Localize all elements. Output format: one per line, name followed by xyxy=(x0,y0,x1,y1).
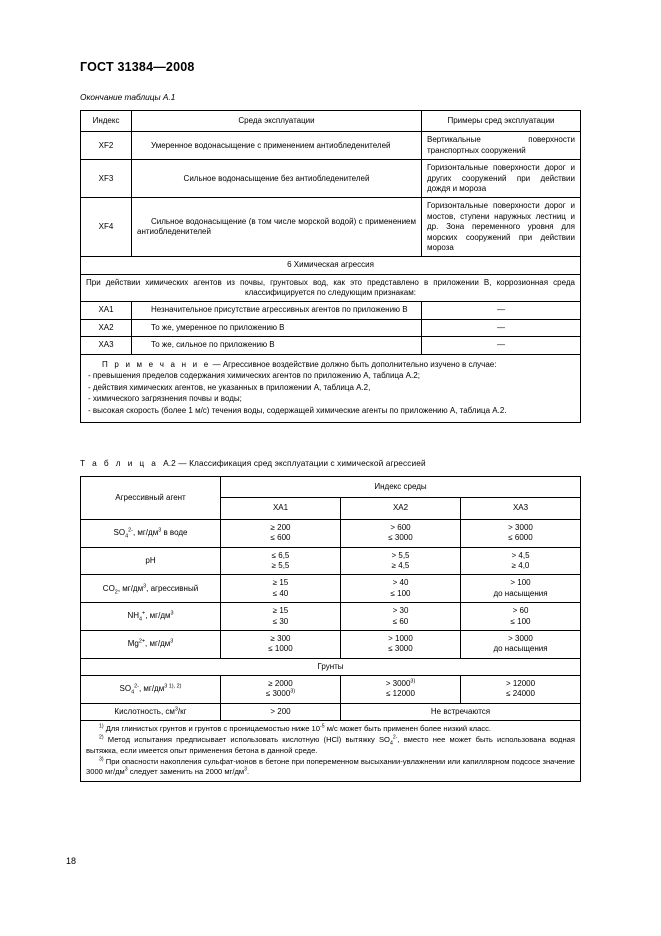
agent-label: pH xyxy=(81,547,221,575)
row-examples: — xyxy=(422,337,581,354)
value-xa1: ≥ 15 ≤ 30 xyxy=(221,603,341,631)
table-row xyxy=(81,575,581,603)
value-xa3: > 60 ≤ 100 xyxy=(461,603,581,631)
table-a2-header-row-1 xyxy=(81,477,581,498)
agent-label: $Mg^{2+}$, $мг/дм^3$ xyxy=(81,630,221,658)
agent-label: Кислотность, $см^3/кг$ xyxy=(81,703,221,720)
row-index: XF4 xyxy=(81,198,132,257)
table-a2-caption-text: А.2 — Классификация сред эксплуатации с химической агрессией xyxy=(163,458,426,468)
value-xa2: > $3000^{3)}$ ≤ 12000 xyxy=(341,676,461,704)
footnote-2: $^{2)}$ Метод испытания предписывает использовать кислотную (HCl) вытяжку $SO_4^{2-}$, вместо нее может быть использована водная вытяжка, если имеется опыт применения бетона в данной среде. xyxy=(86,734,576,755)
value-xa1: ≥ 2000 ≤ $3000^{3)}$ xyxy=(221,676,341,704)
value-xa3: > 4,5 ≥ 4,0 xyxy=(461,547,581,575)
row-environment: Умеренное водонасыщение с применением антиобледенителей xyxy=(132,132,422,160)
section-title-soils: Грунты xyxy=(81,658,581,675)
table-row xyxy=(81,319,581,336)
value-xa2: > 1000 ≤ 3000 xyxy=(341,630,461,658)
table-a1-header-row xyxy=(81,111,581,132)
value-xa2: > 40 ≤ 100 xyxy=(341,575,461,603)
page-number: 18 xyxy=(66,856,77,866)
value-xa1: ≥ 300 ≤ 1000 xyxy=(221,630,341,658)
row-examples: Горизонтальные поверхности дорог и мостов, ступени наружных лестниц и др. Зона переменного уровня для морских сооружений при действии мороза xyxy=(422,198,581,257)
standard-header: ГОСТ 31384—2008 xyxy=(80,60,195,74)
table-a1 xyxy=(80,110,581,423)
table-a2 xyxy=(80,476,581,782)
table-row xyxy=(81,337,581,354)
section-title-chemical-aggression: 6 Химическая агрессия xyxy=(81,257,581,274)
row-environment: То же, сильное по приложению В xyxy=(132,337,422,354)
col-header-index-group: Индекс среды xyxy=(221,477,581,498)
table-row xyxy=(81,302,581,319)
value-xa1: ≥ 15 ≤ 40 xyxy=(221,575,341,603)
value-xa2: > 600 ≤ 3000 xyxy=(341,519,461,547)
value-xa3: > 100 до насыщения xyxy=(461,575,581,603)
table-a1-continuation-caption: Окончание таблицы А.1 xyxy=(80,92,176,102)
row-environment: Сильное водонасыщение без антиобледенителей xyxy=(132,160,422,198)
value-merged: Не встречаются xyxy=(341,703,581,720)
note-item: - превышения пределов содержания химических агентов по приложению А, таблица А.2; xyxy=(88,371,420,381)
col-header-environment: Среда эксплуатации xyxy=(132,111,422,132)
footnote-1: $^{1)}$ Для глинистых грунтов и грунтов с проницаемостью ниже $10^{-5}$ м/с может быть применен более низкий класс. xyxy=(99,723,492,734)
col-header-xa2: XA2 xyxy=(341,498,461,519)
row-index: XA3 xyxy=(81,337,132,354)
row-index: XF2 xyxy=(81,132,132,160)
row-environment: Незначительное присутствие агрессивных агентов по приложению В xyxy=(132,302,422,319)
agent-label: $SO_4^{2-}$, $мг/дм^3$ в воде xyxy=(81,519,221,547)
table-row xyxy=(81,547,581,575)
table-row xyxy=(81,132,581,160)
value-xa2: > 30 ≤ 60 xyxy=(341,603,461,631)
table-a2-caption-label: Т а б л и ц а xyxy=(80,458,159,468)
note-row xyxy=(81,354,581,422)
note-first-line xyxy=(88,359,573,371)
note-intro: — Агрессивное воздействие должно быть дополнительно изучено в случае: xyxy=(210,359,497,369)
col-header-xa3: XA3 xyxy=(461,498,581,519)
table-row xyxy=(81,676,581,704)
agent-label: $NH_4^+$, $мг/дм^3$ xyxy=(81,603,221,631)
section-title-row xyxy=(81,257,581,274)
table-row xyxy=(81,519,581,547)
col-header-index: Индекс xyxy=(81,111,132,132)
row-examples: Горизонтальные поверхности дорог и других сооружений при действии дождя и мороза xyxy=(422,160,581,198)
value-xa3: > 3000 ≤ 6000 xyxy=(461,519,581,547)
col-header-agent: Агрессивный агент xyxy=(81,477,221,520)
agent-label: $CO_2$, $мг/дм^3$, агрессивный xyxy=(81,575,221,603)
table-a1-note xyxy=(81,354,581,422)
table-row xyxy=(81,603,581,631)
value-xa2: > 5,5 ≥ 4,5 xyxy=(341,547,461,575)
footnote-row xyxy=(81,721,581,782)
row-examples: — xyxy=(422,302,581,319)
table-a2-footnotes xyxy=(81,721,581,782)
value-xa3: > 12000 ≤ 24000 xyxy=(461,676,581,704)
row-examples: Вертикальные поверхности транспортных сооружений xyxy=(422,132,581,160)
section-intro-text: При действии химических агентов из почвы, грунтовых вод, как это представлено в приложении В, коррозионная среда классифицируется по следующим признакам: xyxy=(81,274,581,302)
value-xa1: ≤ 6,5 ≥ 5,5 xyxy=(221,547,341,575)
note-item: - химического загрязнения почвы и воды; xyxy=(88,394,242,404)
note-item: - действия химических агентов, не указанных в приложении А, таблица А.2, xyxy=(88,382,371,392)
row-index: XA2 xyxy=(81,319,132,336)
note-label: П р и м е ч а н и е xyxy=(102,359,211,369)
soil-section-row xyxy=(81,658,581,675)
table-row xyxy=(81,198,581,257)
value-xa1: ≥ 200 ≤ 600 xyxy=(221,519,341,547)
table-row xyxy=(81,703,581,720)
table-row xyxy=(81,160,581,198)
note-item: - высокая скорость (более 1 м/с) течения воды, содержащей химические агенты по приложению А, таблица А.2. xyxy=(88,406,507,416)
row-index: XA1 xyxy=(81,302,132,319)
row-environment: Сильное водонасыщение (в том числе морской водой) с применением антиобледенителей xyxy=(132,198,422,257)
table-a2-caption xyxy=(80,458,426,468)
value-xa1: > 200 xyxy=(221,703,341,720)
row-examples: — xyxy=(422,319,581,336)
table-row xyxy=(81,630,581,658)
row-environment: То же, умеренное по приложению В xyxy=(132,319,422,336)
col-header-xa1: XA1 xyxy=(221,498,341,519)
section-intro-row xyxy=(81,274,581,302)
value-xa3: > 3000 до насыщения xyxy=(461,630,581,658)
footnote-3: $^{3)}$ При опасности накопления сульфат-ионов в бетоне при попеременном высыхании-увлажнении или капиллярном подсосе значение 3000 $мг/дм^3$ следует заменить на 2000 $мг/дм^3$. xyxy=(86,756,576,777)
row-index: XF3 xyxy=(81,160,132,198)
agent-label: $SO_4^{2-}$, $мг/дм^{3 1), 2)}$ xyxy=(81,676,221,704)
col-header-examples: Примеры сред эксплуатации xyxy=(422,111,581,132)
